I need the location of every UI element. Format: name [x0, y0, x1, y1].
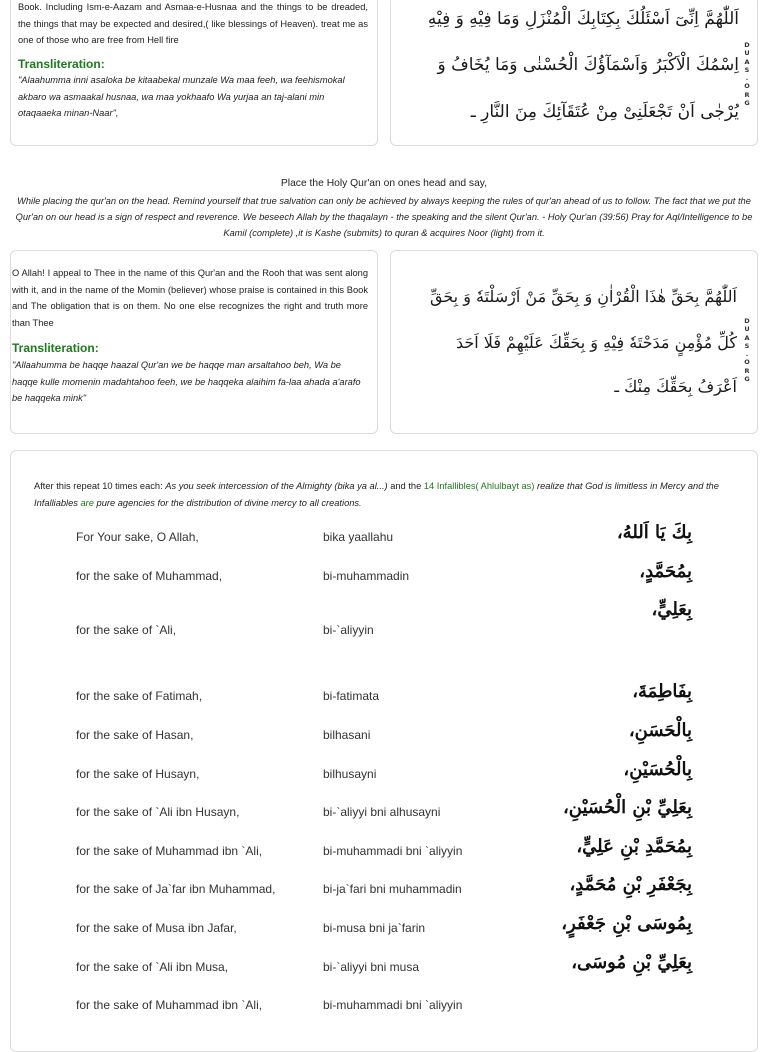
- row-english: For Your sake, O Allah,: [76, 530, 199, 544]
- intercession-row: [0, 563, 768, 593]
- intro-part-3: and the: [390, 481, 424, 491]
- row-translit: bi-`aliyyi bni alhusayni: [323, 805, 441, 819]
- row-translit: bika yaallahu: [323, 530, 394, 544]
- intercession-row: [0, 722, 768, 752]
- intercession-row: [0, 524, 768, 554]
- section2-english-text: O Allah! I appeal to Thee in the name of this Qur'an and the Rooh that was sent along with it, and in the name of the Momin (believer) whose praise is contained in this Book and The obligation that is on them. No one else recognizes the right and truth more than Thee: [12, 268, 368, 328]
- row-translit: bilhasani: [323, 728, 371, 742]
- intercession-intro: [34, 478, 724, 511]
- row-english: for the sake of Husayn,: [76, 767, 200, 781]
- section1-arabic-line-2: اِسْمُكَ الْاَكْبَرُ وَاَسْمَآؤُكَ الْحُسْنٰى وَمَا يُخَافُ وَ: [437, 55, 739, 75]
- intro-part-5: realize that God is limitless in Mercy and the Infalliables: [34, 481, 719, 508]
- row-translit: bi-`aliyyi bni musa: [323, 960, 420, 974]
- intro-part-1: After this repeat 10 times each:: [34, 481, 166, 491]
- row-arabic: بِكَ يَا اَللهُ،: [616, 522, 692, 543]
- row-arabic: بِعَلِيِّ بْنِ الْحُسَيْنِ،: [562, 797, 692, 818]
- section1-translit-text: "Alaahumma inni asaloka be kitaabekal munzale Wa maa feeh, wa feehismokal akbaro wa asmaakal husnaa, wa maa yokhaafo Wa yurjaa an taj-alani min otaqaaeka minan-Naar",: [18, 75, 345, 119]
- row-english: for the sake of `Ali,: [76, 623, 177, 637]
- intro-part-2: As you seek intercession of the Almighty (bika ya al...): [165, 481, 391, 491]
- row-english: for the sake of `Ali ibn Musa,: [76, 960, 229, 974]
- row-english: for the sake of Muhammad,: [76, 569, 223, 583]
- intro-part-6: are: [80, 497, 97, 508]
- section2-arabic-panel: [390, 250, 758, 434]
- row-translit: bi-musa bni ja`farin: [323, 921, 426, 935]
- section1-arabic-line-3: يُرْجٰى اَنْ تَجْعَلَنِىْ مِنْ عُتَقَآئِكَ مِنَ النَّارِ ـ: [470, 102, 739, 122]
- row-arabic: بِجَعْفَرِ بْنِ مُحَمَّدٍ،: [569, 874, 692, 895]
- row-english: for the sake of Ja`far ibn Muhammad,: [76, 882, 276, 896]
- holy-quran-body: While placing the qur'an on the head. Remind yourself that true salvation can only be achieved by always keeping the rules of qur'an ahead of us to follow. The fact that we put the Qur'an on our head is a sign of respect and reverence. We beseech Allah by the thaqalayn - the speaking and the silent Qur'an. - Holy Qur'an (39:56) Pray for Aql/Intelligence to be Kamil (complete) ,it is Kashe (submits) to quran & acquires Noor (light) from it.: [15, 196, 753, 238]
- section2-arabic-line-2: كُلِّ مُؤْمِنٍ مَدَحْتَهٗ فِيْهِ وَ بِحَقِّكَ عَلَيْهِمْ فَلَا اَحَدَ: [455, 333, 737, 352]
- intercession-row: [0, 761, 768, 791]
- row-english: for the sake of Muhammad ibn `Ali,: [76, 998, 263, 1012]
- row-arabic: بِالْحَسَنِ،: [628, 720, 692, 741]
- row-arabic: بِمُحَمَّدٍ،: [639, 561, 692, 582]
- row-english: for the sake of `Ali ibn Husayn,: [76, 805, 240, 819]
- row-translit: bi-`aliyyin: [323, 623, 374, 637]
- section1-arabic-line-1: اَللّٰهُمَّ اِنِّىٓ اَسْئَلُكَ بِكِتَابِكَ الْمُنْزَلِ وَمَا فِيْهِ وَ فِيْهِ: [427, 9, 739, 29]
- section2-arabic-line-3: اَعْرَفُ بِحَقِّكَ مِنْكَ ـ: [614, 377, 737, 396]
- intercession-row: [0, 799, 768, 829]
- section1-translit-heading: Transliteration:: [18, 57, 105, 71]
- row-arabic: بِمُوسَى بْنِ جَعْفَرٍ،: [561, 913, 692, 934]
- row-translit: bi-muhammadin: [323, 569, 410, 583]
- section2-translit-heading: Transliteration:: [12, 341, 99, 355]
- row-english: for the sake of Musa ibn Jafar,: [76, 921, 237, 935]
- section1-english-text: Book. Including Ism-e-Aazam and Asmaa-e-Husnaa and the things to be dreaded, the things that may be expected and desired,( like blessings of Heaven). treat me as one of those who are free from Hell fire: [18, 2, 368, 46]
- row-english: for the sake of Muhammad ibn `Ali,: [76, 844, 263, 858]
- section1-english-panel: [10, 0, 378, 146]
- intro-part-7: pure agencies for the distribution of divine mercy to all creations.: [96, 497, 362, 508]
- row-translit: bilhusayni: [323, 767, 377, 781]
- duas-watermark-1: D U A S . O R G: [744, 41, 750, 108]
- intercession-row: [0, 838, 768, 868]
- row-translit: bi-muhammadi bni `aliyyin: [323, 844, 463, 858]
- section2-english-panel: [10, 250, 378, 434]
- section2-arabic-line-1: اَللّٰهُمَّ بِحَقِّ هٰذَا الْقُرْاٰنِ وَ بِحَقِّ مَنْ اَرْسَلْتَهٗ وَ بِحَقِّ: [430, 287, 737, 306]
- row-arabic: بِالْحُسَيْنِ،: [623, 759, 692, 780]
- intro-infallibles-link[interactable]: 14 Infallibles( Ahlulbayt as): [423, 481, 538, 491]
- intercession-row: [0, 992, 768, 1022]
- row-arabic: بِعَلِيِّ بْنِ مُوسَى،: [571, 952, 692, 973]
- intercession-row: [0, 683, 768, 713]
- row-english: for the sake of Fatimah,: [76, 689, 203, 703]
- row-translit: bi-ja`fari bni muhammadin: [323, 882, 462, 896]
- row-arabic: بِعَلِيٍّ،: [651, 599, 692, 620]
- intercession-row: [0, 915, 768, 945]
- intercession-row: [0, 954, 768, 984]
- duas-watermark-2: D U A S . O R G: [744, 317, 750, 384]
- row-arabic: بِفَاطِمَةَ،: [632, 681, 692, 702]
- section1-arabic-panel: [390, 0, 758, 146]
- row-translit: bi-fatimata: [323, 689, 380, 703]
- intercession-row: [0, 876, 768, 906]
- row-english: for the sake of Hasan,: [76, 728, 194, 742]
- section2-translit-text: "Allaahumma be haqqe haazal Qur'an we be haqqe man arsaltahoo beh, Wa be haqqe kulle momenin madahtahoo feeh, we be haqqeka alaihim fa-laa ahada a'arafo be haqqeka mink": [12, 360, 361, 404]
- row-translit: bi-muhammadi bni `aliyyin: [323, 998, 463, 1012]
- holy-quran-title: Place the Holy Qur'an on ones head and say,: [280, 178, 488, 189]
- intercession-row: [0, 599, 768, 647]
- row-arabic: بِمُحَمَّدِ بْنِ عَلِيٍّ،: [576, 836, 692, 857]
